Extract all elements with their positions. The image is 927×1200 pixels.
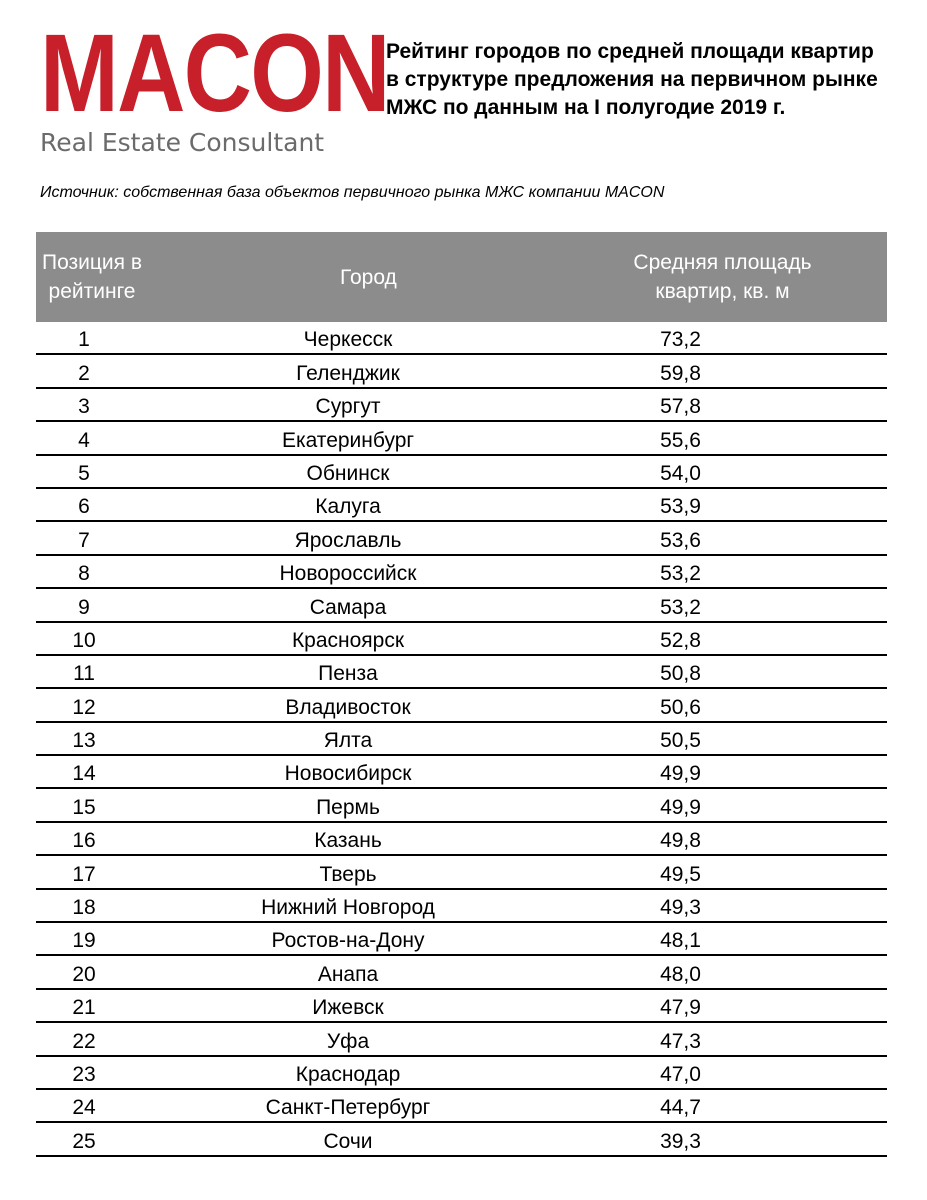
rank-cell: 23 [36, 1056, 148, 1089]
city-cell [148, 889, 598, 922]
city-name: Сургут [315, 395, 381, 419]
area-value: 47,9 [660, 996, 701, 1020]
rank-cell: 10 [36, 622, 148, 655]
city-cell [148, 1122, 598, 1155]
city-cell [148, 855, 598, 888]
rank-cell: 21 [36, 989, 148, 1022]
area-value: 50,6 [660, 695, 701, 719]
table-row [36, 322, 887, 354]
area-value: 53,6 [660, 528, 701, 552]
city-cell [148, 688, 598, 721]
table-header-row [36, 232, 887, 322]
city-cell [148, 555, 598, 588]
city-name: Самара [309, 595, 387, 619]
city-name: Пермь [316, 795, 380, 819]
area-value: 44,7 [660, 1096, 701, 1120]
table-row [36, 421, 887, 454]
rank-cell: 17 [36, 855, 148, 888]
area-value: 50,5 [660, 729, 701, 753]
table-row [36, 855, 887, 888]
table-row [36, 521, 887, 554]
area-value: 57,8 [660, 395, 701, 419]
area-cell [598, 655, 887, 688]
area-value: 53,2 [660, 562, 701, 586]
area-cell [598, 354, 887, 387]
rank-cell: 7 [36, 521, 148, 554]
macon-logo [40, 12, 389, 158]
table-row [36, 889, 887, 922]
rank-cell: 3 [36, 388, 148, 421]
city-name: Ярославль [294, 528, 402, 552]
city-name: Анапа [317, 962, 379, 986]
logo-tagline: Real Estate Consultant [40, 128, 325, 157]
table-row [36, 488, 887, 521]
area-value: 53,9 [660, 495, 701, 519]
city-cell [148, 1022, 598, 1055]
table-row [36, 955, 887, 988]
city-cell [148, 955, 598, 988]
city-cell [148, 822, 598, 855]
rank-cell: 5 [36, 455, 148, 488]
table-row [36, 722, 887, 755]
area-value: 73,2 [660, 328, 701, 352]
city-name: Ялта [323, 729, 373, 753]
city-name: Геленджик [296, 361, 400, 385]
city-name: Сочи [323, 1129, 373, 1153]
area-value: 55,6 [660, 428, 701, 452]
table-row [36, 655, 887, 688]
source-note: Источник: собственная база объектов первичного рынка МЖС компании MACON [40, 184, 665, 201]
header-city: Город [148, 232, 598, 322]
table-row [36, 622, 887, 655]
rank-cell: 20 [36, 955, 148, 988]
city-cell [148, 588, 598, 621]
rank-cell: 14 [36, 755, 148, 788]
area-cell [598, 322, 887, 354]
logo-wordmark: MACON [40, 12, 389, 135]
city-name: Ижевск [312, 996, 384, 1020]
area-cell [598, 922, 887, 955]
area-value: 47,0 [660, 1062, 701, 1086]
city-name: Екатеринбург [281, 428, 415, 452]
area-cell [598, 755, 887, 788]
area-cell [598, 1022, 887, 1055]
area-value: 53,2 [660, 595, 701, 619]
area-value: 49,5 [660, 862, 701, 886]
area-value: 49,9 [660, 795, 701, 819]
city-name: Владивосток [285, 695, 411, 719]
rank-cell: 4 [36, 421, 148, 454]
area-cell [598, 1122, 887, 1155]
area-cell [598, 455, 887, 488]
city-name: Казань [314, 829, 382, 853]
rank-cell: 9 [36, 588, 148, 621]
rank-cell: 25 [36, 1122, 148, 1155]
city-cell [148, 1056, 598, 1089]
city-name: Тверь [319, 862, 377, 886]
city-name: Обнинск [306, 461, 390, 485]
report-title: Рейтинг городов по средней площади квартир в структуре предложения на первичном рынке МЖС по данным на I полугодие 2019 г. [386, 40, 878, 119]
table-row [36, 354, 887, 387]
city-cell [148, 455, 598, 488]
city-cell [148, 755, 598, 788]
area-cell [598, 622, 887, 655]
area-cell [598, 488, 887, 521]
rank-cell: 13 [36, 722, 148, 755]
area-value: 49,8 [660, 829, 701, 853]
area-value: 39,3 [660, 1129, 701, 1153]
table-row [36, 788, 887, 821]
header-area: Средняя площадь квартир, кв. м [598, 232, 887, 322]
rank-cell: 12 [36, 688, 148, 721]
rank-cell: 16 [36, 822, 148, 855]
area-cell [598, 989, 887, 1022]
city-name: Новосибирск [284, 762, 412, 786]
header-rank: Позиция в рейтинге [36, 232, 148, 322]
area-value: 52,8 [660, 628, 701, 652]
rank-cell: 24 [36, 1089, 148, 1122]
table-row [36, 1056, 887, 1089]
city-cell [148, 1089, 598, 1122]
rank-cell: 15 [36, 788, 148, 821]
city-cell [148, 421, 598, 454]
area-cell [598, 1089, 887, 1122]
rank-cell: 11 [36, 655, 148, 688]
city-cell [148, 388, 598, 421]
rank-cell: 22 [36, 1022, 148, 1055]
area-value: 49,3 [660, 896, 701, 920]
area-value: 59,8 [660, 361, 701, 385]
area-value: 47,3 [660, 1029, 701, 1053]
ranking-table [36, 232, 887, 1157]
area-value: 48,1 [660, 929, 701, 953]
table-row [36, 989, 887, 1022]
area-cell [598, 588, 887, 621]
city-cell [148, 655, 598, 688]
city-name: Санкт-Петербург [265, 1096, 431, 1120]
table-row [36, 1089, 887, 1122]
area-value: 48,0 [660, 962, 701, 986]
area-cell [598, 1056, 887, 1089]
table-row [36, 588, 887, 621]
city-name: Пенза [318, 662, 378, 686]
area-cell [598, 421, 887, 454]
table-row [36, 1022, 887, 1055]
area-cell [598, 822, 887, 855]
city-cell [148, 989, 598, 1022]
city-name: Нижний Новгород [261, 896, 435, 920]
table-row [36, 755, 887, 788]
table-row [36, 822, 887, 855]
table-row [36, 555, 887, 588]
table-body [36, 322, 887, 1156]
city-cell [148, 922, 598, 955]
area-cell [598, 788, 887, 821]
city-cell [148, 488, 598, 521]
table-row [36, 922, 887, 955]
area-value: 49,9 [660, 762, 701, 786]
area-cell [598, 521, 887, 554]
area-cell [598, 388, 887, 421]
area-cell [598, 855, 887, 888]
city-cell [148, 354, 598, 387]
city-name: Черкесск [303, 328, 393, 352]
city-cell [148, 322, 598, 354]
city-name: Калуга [315, 495, 381, 519]
area-cell [598, 955, 887, 988]
rank-cell: 18 [36, 889, 148, 922]
city-cell [148, 622, 598, 655]
rank-cell: 2 [36, 354, 148, 387]
area-value: 50,8 [660, 662, 701, 686]
area-cell [598, 889, 887, 922]
area-cell [598, 722, 887, 755]
table-row [36, 1122, 887, 1155]
city-name: Уфа [326, 1029, 370, 1053]
table-row [36, 688, 887, 721]
city-name: Новороссийск [279, 562, 417, 586]
rank-cell: 6 [36, 488, 148, 521]
area-cell [598, 555, 887, 588]
city-cell [148, 521, 598, 554]
city-cell [148, 722, 598, 755]
city-name: Ростов-на-Дону [271, 929, 425, 953]
table-row [36, 455, 887, 488]
city-name: Краснодар [295, 1062, 401, 1086]
table-row [36, 388, 887, 421]
rank-cell: 1 [36, 322, 148, 354]
area-cell [598, 688, 887, 721]
area-value: 54,0 [660, 461, 701, 485]
rank-cell: 8 [36, 555, 148, 588]
city-name: Красноярск [291, 628, 405, 652]
rank-cell: 19 [36, 922, 148, 955]
city-cell [148, 788, 598, 821]
